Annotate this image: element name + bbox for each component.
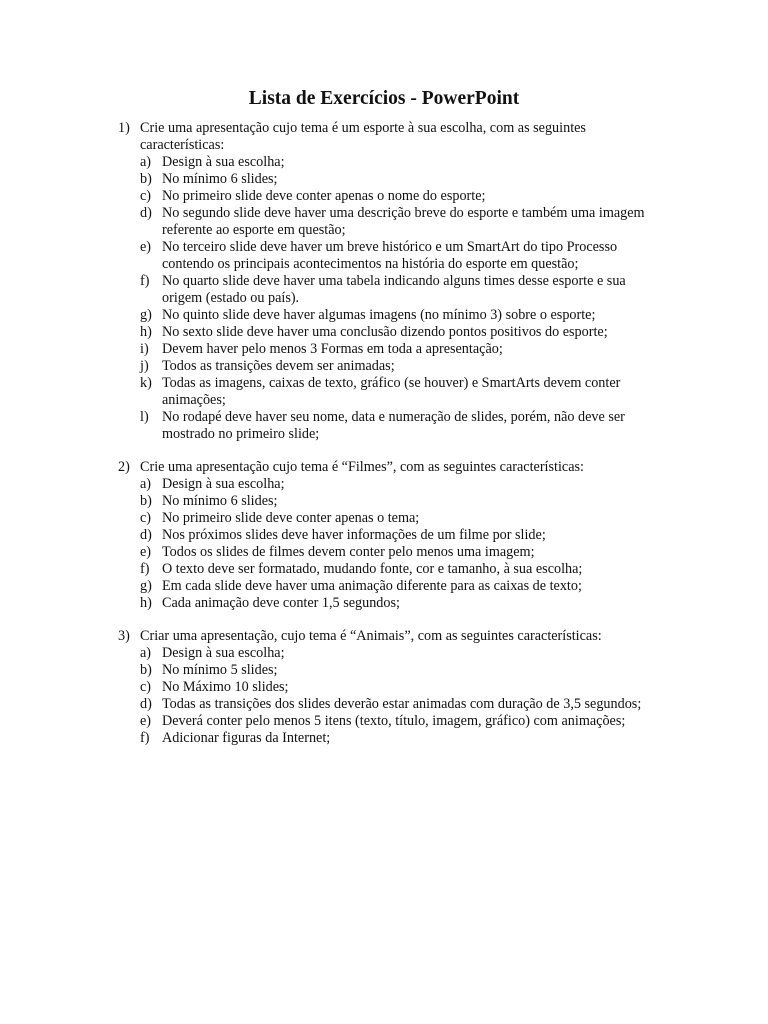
requirement-item (118, 154, 658, 171)
requirement-letter: f) (140, 730, 150, 746)
requirement-item (118, 578, 658, 595)
requirement-letter: e) (140, 713, 152, 729)
exercise-number: 3) (118, 628, 130, 644)
requirement-item (118, 341, 658, 358)
requirement-text: No mínimo 5 slides; (162, 662, 278, 678)
requirement-item (118, 188, 658, 205)
requirement-letter: g) (140, 307, 152, 323)
requirement-item (118, 561, 658, 578)
requirement-letter: g) (140, 578, 152, 594)
requirement-item (118, 730, 658, 747)
requirement-letter: c) (140, 679, 152, 695)
requirement-item (118, 544, 658, 561)
exercise-2 (118, 459, 658, 612)
requirement-letter: f) (140, 561, 150, 577)
requirement-item (118, 239, 658, 273)
requirement-text: No primeiro slide deve conter apenas o nome do esporte; (162, 188, 486, 204)
requirement-text: Design à sua escolha; (162, 154, 285, 170)
requirement-item (118, 171, 658, 188)
requirement-item (118, 662, 658, 679)
requirement-letter: a) (140, 154, 152, 170)
requirement-text: Todas as imagens, caixas de texto, gráfico (se houver) e SmartArts devem conter animações; (162, 375, 621, 408)
requirement-text: No mínimo 6 slides; (162, 171, 278, 187)
requirement-letter: c) (140, 188, 152, 204)
requirement-text: Em cada slide deve haver uma animação diferente para as caixas de texto; (162, 578, 582, 594)
requirement-text: Todos os slides de filmes devem conter pelo menos uma imagem; (162, 544, 535, 560)
requirement-text: Adicionar figuras da Internet; (162, 730, 331, 746)
requirement-text: No quinto slide deve haver algumas imagens (no mínimo 3) sobre o esporte; (162, 307, 596, 323)
requirement-letter: c) (140, 510, 152, 526)
requirement-list (118, 476, 658, 612)
requirement-item (118, 527, 658, 544)
requirement-text: No Máximo 10 slides; (162, 679, 289, 695)
requirement-item (118, 358, 658, 375)
requirement-text: No sexto slide deve haver uma conclusão dizendo pontos positivos do esporte; (162, 324, 608, 340)
requirement-letter: i) (140, 341, 149, 357)
requirement-item (118, 510, 658, 527)
requirement-letter: d) (140, 205, 152, 221)
requirement-letter: h) (140, 324, 152, 340)
requirement-text: Design à sua escolha; (162, 476, 285, 492)
requirement-item (118, 645, 658, 662)
requirement-text: No segundo slide deve haver uma descrição breve do esporte e também uma imagem referente ao esporte em questão; (162, 205, 645, 238)
exercise-list (118, 120, 658, 763)
requirement-letter: e) (140, 544, 152, 560)
requirement-letter: b) (140, 493, 152, 509)
requirement-text: No terceiro slide deve haver um breve histórico e um SmartArt do tipo Processo contendo os principais acontecimentos na história do esporte em questão; (162, 239, 618, 272)
document-title: Lista de Exercícios - PowerPoint (248, 88, 520, 109)
requirement-letter: h) (140, 595, 152, 611)
requirement-item (118, 205, 658, 239)
requirement-letter: b) (140, 171, 152, 187)
requirement-letter: b) (140, 662, 152, 678)
requirement-item (118, 696, 658, 713)
requirement-item (118, 375, 658, 409)
requirement-list (118, 154, 658, 443)
requirement-letter: a) (140, 645, 152, 661)
requirement-item (118, 713, 658, 730)
requirement-text: No quarto slide deve haver uma tabela indicando alguns times desse esporte e sua origem (estado ou país). (162, 273, 626, 306)
requirement-letter: f) (140, 273, 150, 289)
requirement-text: Todos as transições devem ser animadas; (162, 358, 395, 374)
requirement-letter: j) (140, 358, 149, 374)
exercise-statement: Crie uma apresentação cujo tema é um esporte à sua escolha, com as seguintes características: (140, 120, 586, 153)
requirement-text: No rodapé deve haver seu nome, data e numeração de slides, porém, não deve ser mostrado no primeiro slide; (162, 409, 625, 442)
exercise-1 (118, 120, 658, 443)
exercise-number: 2) (118, 459, 130, 475)
requirement-text: Cada animação deve conter 1,5 segundos; (162, 595, 400, 611)
requirement-item (118, 679, 658, 696)
requirement-text: Todas as transições dos slides deverão estar animadas com duração de 3,5 segundos; (162, 696, 642, 712)
requirement-item (118, 595, 658, 612)
requirement-letter: d) (140, 696, 152, 712)
exercise-3 (118, 628, 658, 747)
exercise-statement: Crie uma apresentação cujo tema é “Filmes”, com as seguintes características: (140, 459, 584, 475)
requirement-text: O texto deve ser formatado, mudando fonte, cor e tamanho, à sua escolha; (162, 561, 583, 577)
requirement-text: No mínimo 6 slides; (162, 493, 278, 509)
requirement-item (118, 324, 658, 341)
requirement-item (118, 476, 658, 493)
requirement-text: Design à sua escolha; (162, 645, 285, 661)
requirement-letter: d) (140, 527, 152, 543)
exercise-statement: Criar uma apresentação, cujo tema é “Animais”, com as seguintes características: (140, 628, 602, 644)
requirement-list (118, 645, 658, 747)
requirement-item (118, 409, 658, 443)
requirement-letter: a) (140, 476, 152, 492)
requirement-text: No primeiro slide deve conter apenas o tema; (162, 510, 420, 526)
requirement-text: Deverá conter pelo menos 5 itens (texto, título, imagem, gráfico) com animações; (162, 713, 626, 729)
requirement-item (118, 493, 658, 510)
exercise-number: 1) (118, 120, 130, 136)
requirement-item (118, 307, 658, 324)
requirement-text: Nos próximos slides deve haver informações de um filme por slide; (162, 527, 546, 543)
requirement-letter: l) (140, 409, 149, 425)
requirement-text: Devem haver pelo menos 3 Formas em toda a apresentação; (162, 341, 503, 357)
requirement-item (118, 273, 658, 307)
requirement-letter: e) (140, 239, 152, 255)
requirement-letter: k) (140, 375, 152, 391)
